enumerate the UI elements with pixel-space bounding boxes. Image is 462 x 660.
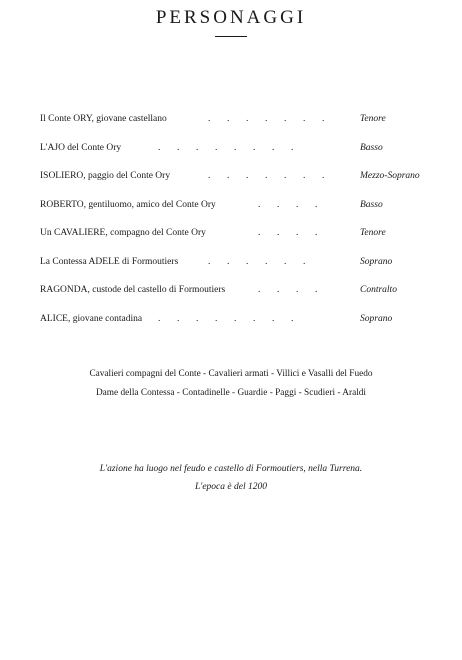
role-name: L'AJO del Conte Ory — [40, 142, 122, 153]
voice-type: Tenore — [360, 114, 386, 124]
voice-type: Basso — [360, 199, 383, 210]
chorus-list — [0, 365, 462, 402]
epoch-line: L'epoca è del 1200 — [195, 482, 267, 492]
cast-row-ragonda — [40, 283, 440, 312]
voice-type: Mezzo-Soprano — [360, 171, 420, 181]
cast-row-isoliero — [40, 169, 440, 198]
role-name: ALICE, giovane contadina — [40, 313, 143, 324]
voice-type: Tenore — [360, 228, 386, 238]
role-name: RAGONDA, custode del castello di Formoutiers — [40, 285, 226, 295]
setting-line: L'azione ha luogo nel feudo e castello di Formoutiers, nella Turrena. — [99, 464, 363, 474]
cast-row-alice — [40, 312, 440, 341]
setting-notes — [0, 460, 462, 496]
leader-dots: . . . . — [258, 199, 318, 210]
cast-row-adele — [40, 255, 440, 284]
leader-dots: . . . . . . . — [208, 171, 325, 181]
leader-dots: . . . . . . . . — [158, 313, 294, 324]
cast-row-roberto — [40, 198, 440, 227]
cast-row-cavaliere — [40, 226, 440, 255]
role-name: ISOLIERO, paggio del Conte Ory — [40, 171, 171, 181]
cast-row-ory — [40, 112, 440, 141]
leader-dots: . . . . — [258, 228, 318, 238]
cast-row-ajo — [40, 141, 440, 170]
page-title: PERSONAGGI — [155, 7, 307, 28]
title-underline — [215, 36, 247, 37]
voice-type: Contralto — [360, 285, 397, 295]
voice-type: Soprano — [360, 256, 393, 267]
leader-dots: . . . . — [258, 285, 318, 295]
leader-dots: . . . . . . . . — [158, 142, 294, 153]
role-name: ROBERTO, gentiluomo, amico del Conte Ory — [40, 199, 216, 210]
role-name: La Contessa ADELE di Formoutiers — [40, 256, 179, 267]
chorus-line: Cavalieri compagni del Conte - Cavalieri armati - Villici e Vasalli del Fuedo — [89, 369, 373, 379]
cast-list — [40, 112, 440, 340]
voice-type: Soprano — [360, 313, 393, 324]
leader-dots: . . . . . . . — [208, 114, 325, 124]
voice-type: Basso — [360, 142, 383, 153]
leader-dots: . . . . . . — [208, 256, 306, 267]
role-name: Il Conte ORY, giovane castellano — [40, 114, 167, 124]
role-name: Un CAVALIERE, compagno del Conte Ory — [40, 228, 206, 238]
chorus-line: Dame della Contessa - Contadinelle - Guardie - Paggi - Scudieri - Araldi — [95, 387, 367, 398]
